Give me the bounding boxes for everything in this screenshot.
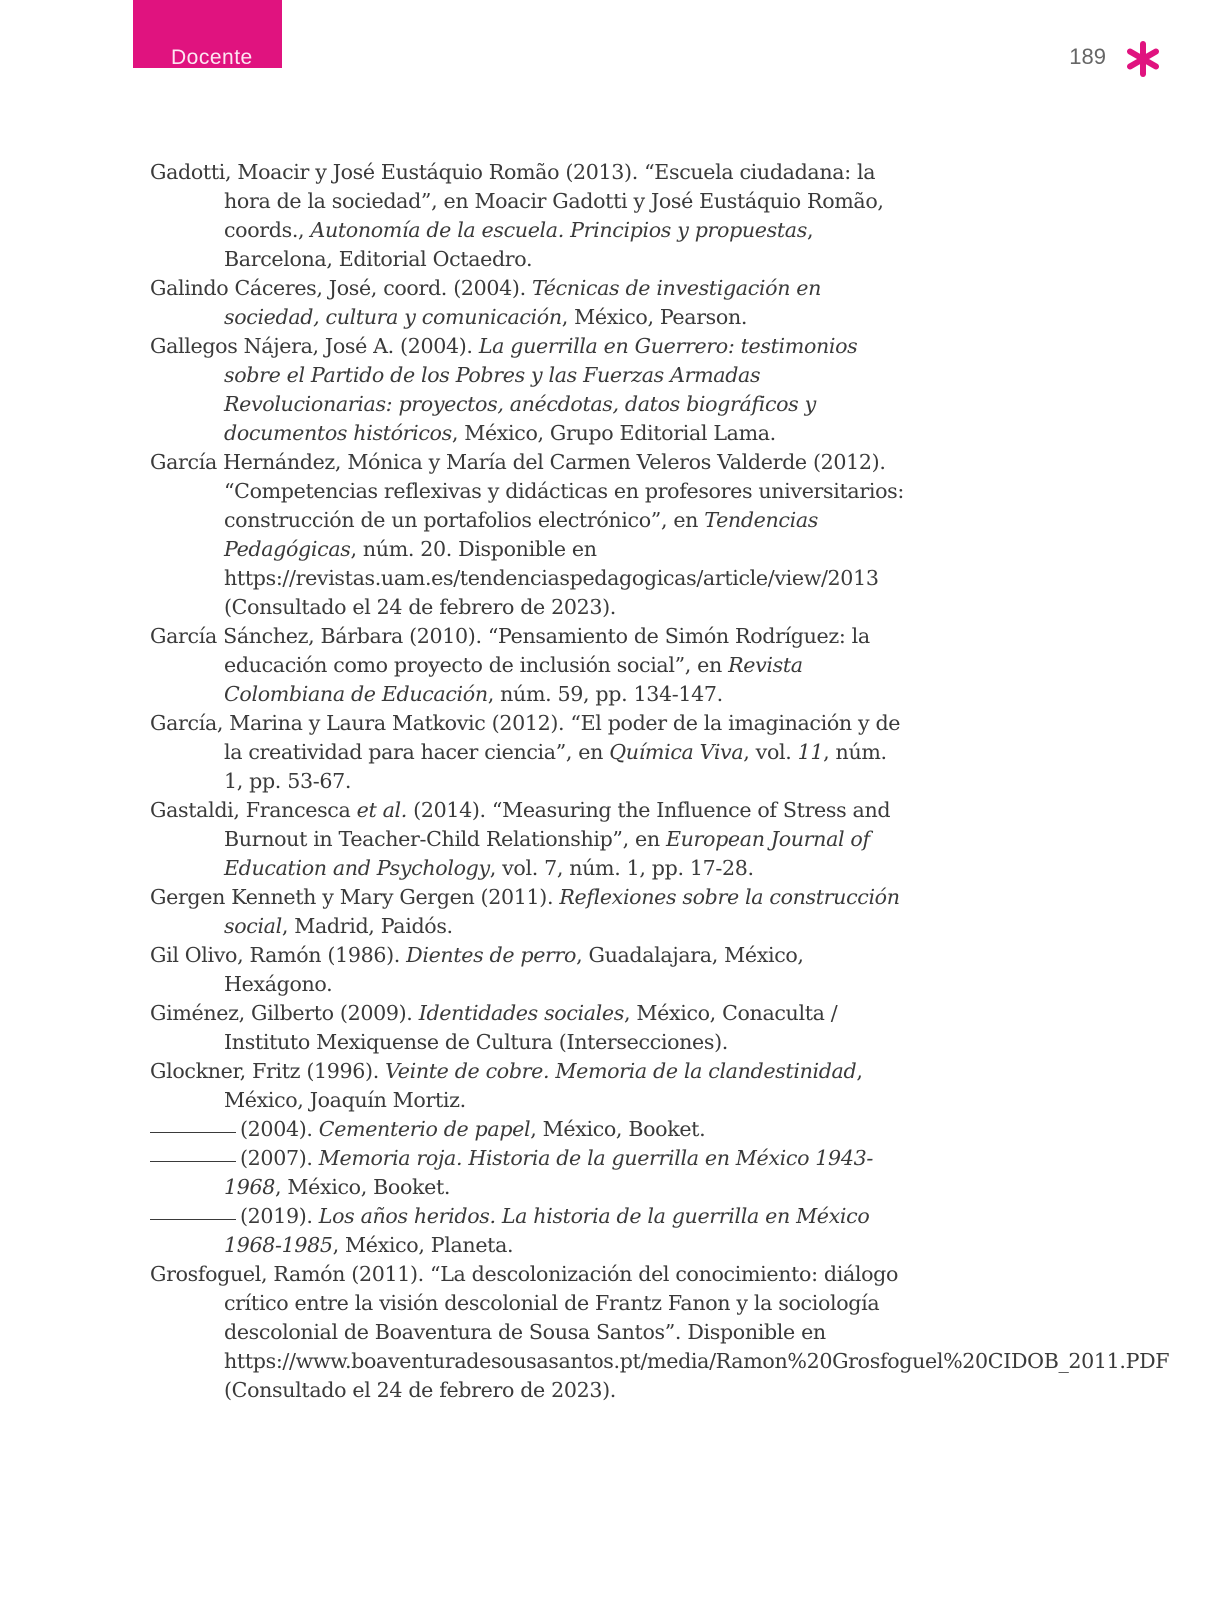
reference-entry — [150, 941, 910, 999]
reference-title: Química Viva — [609, 740, 744, 764]
reference-entry — [150, 999, 910, 1057]
reference-title: Los años heridos. La historia de la guerrilla en México 1968-1985 — [224, 1204, 870, 1257]
reference-text: (2019). — [240, 1204, 319, 1228]
reference-text: Grosfoguel, Ramón (2011). “La descolonización del conocimiento: diálogo crítico entre la visión descolonial de Frantz Fanon y la sociología descolonial de Boaventura de Sousa Santos”. Disponible en https://www.boaventuradesousasantos.pt/media/Ramon%20Grosfoguel%20CIDOB_2011.PDF (Consultado el 24 de febrero de 2023). — [150, 1262, 1170, 1402]
reference-entry — [150, 1057, 910, 1115]
reference-text: , núm. 59, pp. 134-147. — [487, 682, 723, 706]
reference-title: Autonomía de la escuela. Principios y propuestas — [310, 218, 807, 242]
reference-text: Gergen Kenneth y Mary Gergen (2011). — [150, 885, 560, 909]
reference-title: European Journal of Education and Psychology — [224, 827, 870, 880]
reference-text: , Madrid, Paidós. — [281, 914, 453, 938]
reference-title: Reflexiones sobre la construcción social — [224, 885, 900, 938]
reference-text: Gil Olivo, Ramón (1986). — [150, 943, 407, 967]
reference-entry — [150, 332, 910, 448]
reference-entry — [150, 796, 910, 883]
section-tab — [133, 0, 282, 68]
reference-title: Tendencias Pedagógicas — [224, 508, 818, 561]
repeated-author-dash — [150, 1132, 236, 1133]
reference-title: 11 — [797, 740, 824, 764]
asterisk-icon — [1124, 40, 1162, 78]
reference-entry — [150, 622, 910, 709]
reference-text: (2007). — [240, 1146, 319, 1170]
repeated-author-dash — [150, 1219, 236, 1220]
reference-text: , México, Joaquín Mortiz. — [224, 1059, 863, 1112]
reference-title: Dientes de perro — [406, 943, 577, 967]
reference-text: , México, Grupo Editorial Lama. — [451, 421, 776, 445]
reference-text: (2004). — [240, 1117, 319, 1141]
reference-entry — [150, 883, 910, 941]
reference-text: Giménez, Gilberto (2009). — [150, 1001, 419, 1025]
reference-entry — [150, 448, 910, 622]
reference-entry — [150, 274, 910, 332]
reference-text: García, Marina y Laura Matkovic (2012). “El poder de la imaginación y de la creatividad para hacer ciencia”, en — [150, 711, 901, 764]
reference-title: Veinte de cobre. Memoria de la clandestinidad — [385, 1059, 857, 1083]
reference-text: , México, Conaculta / Instituto Mexiquense de Cultura (Intersecciones). — [224, 1001, 838, 1054]
reference-text: , Guadalajara, México, Hexágono. — [224, 943, 804, 996]
reference-entry — [150, 1202, 910, 1260]
reference-title: Identidades sociales — [418, 1001, 624, 1025]
reference-text: , núm. 20. Disponible en https://revistas.uam.es/tendenciaspedagogicas/article/view/2013 (Consultado el 24 de febrero de 2023). — [224, 537, 879, 619]
reference-entry — [150, 1144, 910, 1202]
reference-text: , México, Planeta. — [332, 1233, 514, 1257]
reference-title: Técnicas de investigación en sociedad, cultura y comunicación — [224, 276, 822, 329]
reference-text: , Barcelona, Editorial Octaedro. — [224, 218, 814, 271]
reference-text: Gastaldi, Francesca — [150, 798, 357, 822]
reference-text: García Hernández, Mónica y María del Carmen Veleros Valderde (2012). “Competencias reflexivas y didácticas en profesores universitarios: construcción de un portafolios electrónico”, en — [150, 450, 904, 532]
reference-text: Glockner, Fritz (1996). — [150, 1059, 386, 1083]
reference-title: Revista Colombiana de Educación — [224, 653, 803, 706]
reference-list — [150, 158, 1170, 1405]
reference-text: , núm. 1, pp. 53-67. — [224, 740, 887, 793]
reference-text: , vol. 7, núm. 1, pp. 17-28. — [489, 856, 754, 880]
reference-text: , México, Booket. — [530, 1117, 706, 1141]
reference-text: García Sánchez, Bárbara (2010). “Pensamiento de Simón Rodríguez: la educación como proyecto de inclusión social”, en — [150, 624, 870, 677]
repeated-author-dash — [150, 1161, 236, 1162]
reference-entry — [150, 1260, 1170, 1405]
reference-entry — [150, 1115, 910, 1144]
page-number: 189 — [1069, 44, 1106, 69]
reference-text: (2014). “Measuring the Influence of Stress and Burnout in Teacher-Child Relationship”, en — [224, 798, 891, 851]
reference-text: Galindo Cáceres, José, coord. (2004). — [150, 276, 532, 300]
reference-title: et al. — [356, 798, 407, 822]
reference-title: Cementerio de papel — [318, 1117, 531, 1141]
reference-text: , México, Booket. — [275, 1175, 451, 1199]
reference-entry — [150, 709, 910, 796]
section-label: Docente — [171, 46, 253, 69]
reference-text: , México, Pearson. — [561, 305, 748, 329]
reference-entry — [150, 158, 910, 274]
reference-text: Gallegos Nájera, José A. (2004). — [150, 334, 479, 358]
reference-title: Memoria roja. Historia de la guerrilla en México 1943-1968 — [224, 1146, 873, 1199]
reference-title: La guerrilla en Guerrero: testimonios sobre el Partido de los Pobres y las Fuerzas Armadas Revolucionarias: proyectos, anécdotas, datos biográficos y documentos históricos — [224, 334, 858, 445]
reference-text: , vol. — [743, 740, 798, 764]
reference-text: Gadotti, Moacir y José Eustáquio Romão (2013). “Escuela ciudadana: la hora de la sociedad”, en Moacir Gadotti y José Eustáquio Romão, coords., — [150, 160, 884, 242]
